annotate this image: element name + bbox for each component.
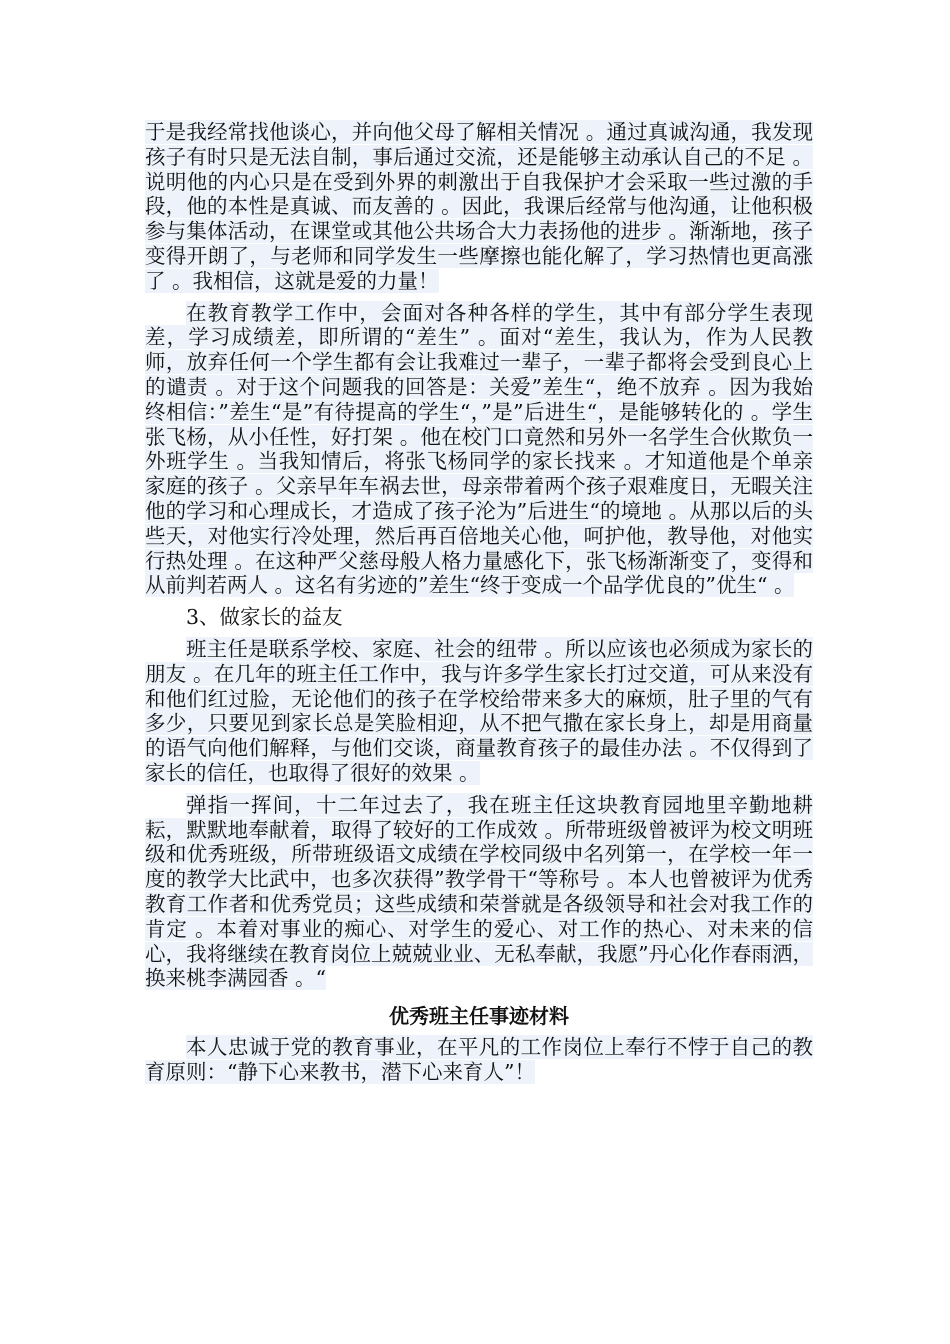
section-title: 优秀班主任事迹材料 <box>389 1004 569 1029</box>
subheading-text: 3、做家长的益友 <box>186 605 343 630</box>
subheading-parents <box>145 605 813 630</box>
paragraph-2 <box>145 301 813 599</box>
paragraph-1 <box>145 120 813 294</box>
paragraph-3-text: 班主任是联系学校、家庭、社会的纽带 。所以应该也必须成为家长的朋友 。在几年的班主任工作中，我与许多学生家长打过交道，可从来没有和他们红过脸，无论他们的孩子在学校给带来多大的麻烦，肚子里的气有多少，只要见到家长总是笑脸相迎，从不把气撒在家长身上，却是用商量的语气向他们解释，与他们交谈，商量教育孩子的最佳办法 。不仅得到了家长的信任，也取得了很好的效果 。 <box>145 636 813 785</box>
paragraph-1-text: 于是我经常找他谈心，并向他父母了解相关情况 。通过真诚沟通，我发现孩子有时只是无法自制，事后通过交流，还是能够主动承认自己的不足 。说明他的内心只是在受到外界的刺激出于自我保护才会采取一些过激的手段，他的本性是真诚、而友善的 。因此，我课后经常与他沟通，让他积极参与集体活动，在课堂或其他公共场合大力表扬他的进步 。渐渐地，孩子变得开朗了，与老师和同学发生一些摩擦也能化解了，学习热情也更高涨了 。我相信，这就是爱的力量！ <box>145 120 813 293</box>
closing-paragraph <box>145 1035 813 1085</box>
document-body <box>145 120 813 1092</box>
paragraph-4 <box>145 793 813 991</box>
closing-paragraph-text: 本人忠诚于党的教育事业，在平凡的工作岗位上奉行不悖于自己的教育原则：“静下心来教书，潜下心来育人”！ <box>145 1035 813 1084</box>
paragraph-3 <box>145 637 813 786</box>
paragraph-4-text: 弹指一挥间，十二年过去了，我在班主任这块教育园地里辛勤地耕耘，默默地奉献着，取得了较好的工作成效 。所带班级曾被评为校文明班级和优秀班级，所带班级语文成绩在学校同级中名列第一，在学校一年一度的教学大比武中，也多次获得”教学骨干“等称号 。本人也曾被评为优秀教育工作者和优秀党员；这些成绩和荣誉就是各级领导和社会对我工作的肯定 。本着对事业的痴心、对学生的爱心、对工作的热心、对未来的信心，我将继续在教育岗位上兢兢业业、无私奉献，我愿”丹心化作春雨洒，换来桃李满园香 。“ <box>145 792 813 991</box>
paragraph-2-text: 在教育教学工作中，会面对各种各样的学生，其中有部分学生表现差，学习成绩差，即所谓的“差生” 。面对“差生，我认为，作为人民教师，放弃任何一个学生都有会让我难过一辈子，一辈子都将会受到良心上的谴责 。对于这个问题我的回答是：关爱”差生“，绝不放弃 。因为我始终相信：”差生“是”有待提高的学生“，”是”后进生“，是能够转化的 。学生张飞杨，从小任性，好打架 。他在校门口竟然和另外一名学生合伙欺负一外班学生 。当我知情后，将张飞杨同学的家长找来 。才知道他是个单亲家庭的孩子 。父亲早年车祸去世，母亲带着两个孩子艰难度日，无暇关注他的学习和心理成长，才造成了孩子沦为”后进生“的境地 。从那以后的头些天，对他实行冷处理，然后再百倍地关心他，呵护他，教导他，对他实行热处理 。在这种严父慈母般人格力量感化下，张飞杨渐渐变了，变得和从前判若两人 。这名有劣迹的”差生“终于变成一个品学优良的”优生“ 。 <box>145 300 813 598</box>
